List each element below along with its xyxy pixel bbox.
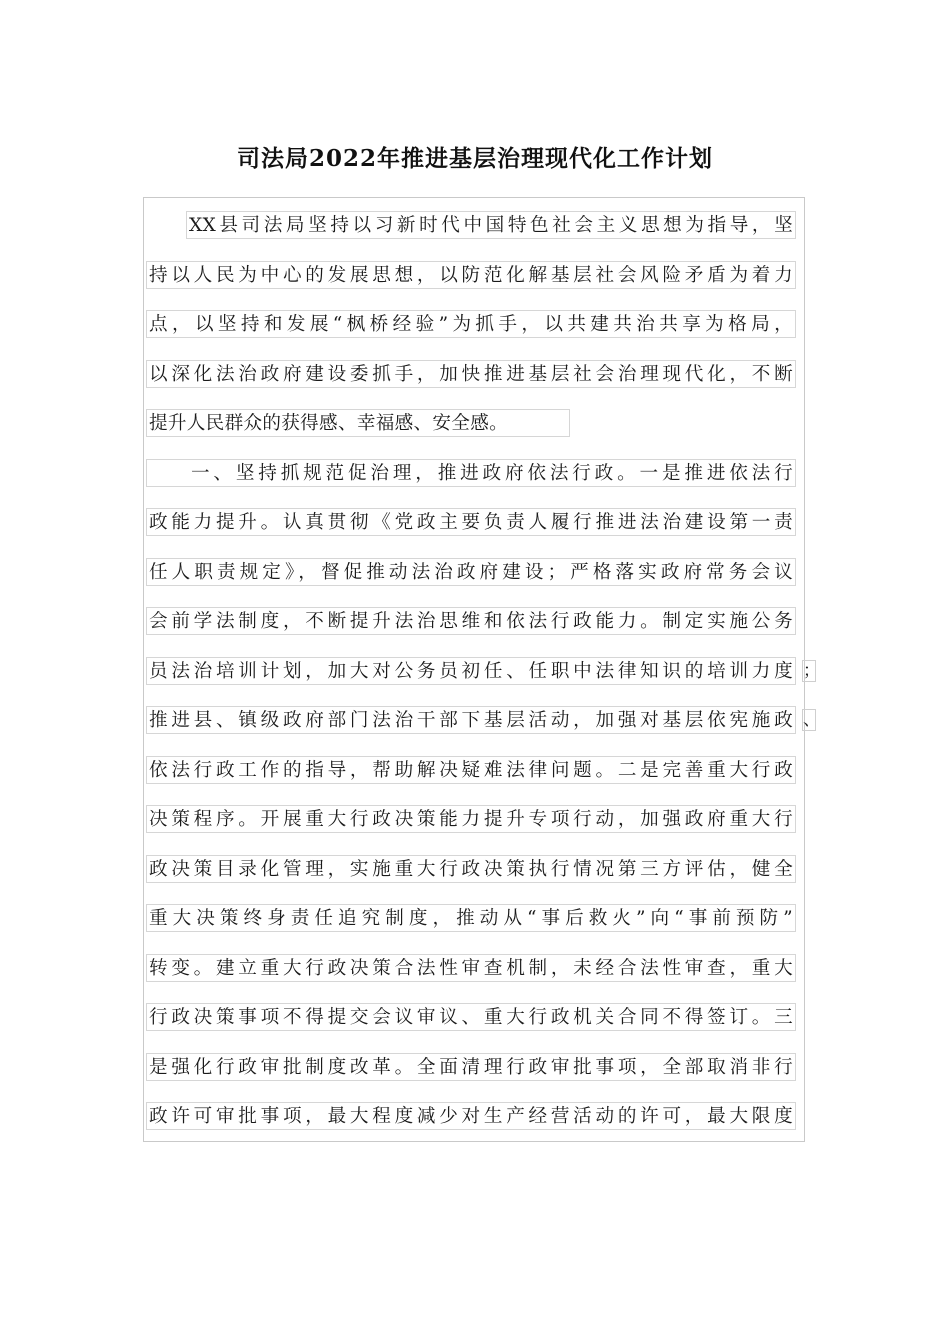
text-line: 政决策目录化管理，实施重大行政决策执行情况第三方评估，健全 [146, 855, 796, 883]
page-title: 司法局2022年推进基层治理现代化工作计划 [236, 145, 713, 172]
overflow-punctuation: 、 [803, 710, 820, 730]
text-line: 行政决策事项不得提交会议审议、重大行政机关合同不得签订。三 [146, 1003, 796, 1031]
text-line: 任人职责规定》，督促推动法治政府建设；严格落实政府常务会议 [146, 558, 796, 586]
text-line: 会前学法制度，不断提升法治思维和依法行政能力。制定实施公务 [146, 607, 796, 635]
text-line: 转变。建立重大行政决策合法性审查机制，未经合法性审查，重大 [146, 954, 796, 982]
text-line: 重大决策终身责任追究制度，推动从“事后救火”向“事前预防” [146, 904, 796, 932]
text-line: 政许可审批事项，最大程度减少对生产经营活动的许可，最大限度 [146, 1102, 796, 1130]
text-line: 是强化行政审批制度改革。全面清理行政审批事项，全部取消非行 [146, 1053, 796, 1081]
text-line: 提升人民群众的获得感、幸福感、安全感。 [146, 409, 570, 437]
text-line: 决策程序。开展重大行政决策能力提升专项行动，加强政府重大行 [146, 805, 796, 833]
text-line: 一、坚持抓规范促治理，推进政府依法行政。一是推进依法行 [146, 459, 796, 487]
overflow-punctuation: ； [803, 661, 820, 681]
text-line: 员法治培训计划，加大对公务员初任、任职中法律知识的培训力度 [146, 657, 796, 685]
text-line: 点，以坚持和发展“枫桥经验”为抓手，以共建共治共享为格局， [146, 310, 796, 338]
text-line: XX县司法局坚持以习新时代中国特色社会主义思想为指导，坚 [186, 211, 796, 239]
text-line: 依法行政工作的指导，帮助解决疑难法律问题。二是完善重大行政 [146, 756, 796, 784]
text-line: 政能力提升。认真贯彻《党政主要负责人履行推进法治建设第一责 [146, 508, 796, 536]
text-line: 推进县、镇级政府部门法治干部下基层活动，加强对基层依宪施政 [146, 706, 796, 734]
text-line: 持以人民为中心的发展思想，以防范化解基层社会风险矛盾为着力 [146, 261, 796, 289]
text-line: 以深化法治政府建设委抓手，加快推进基层社会治理现代化，不断 [146, 360, 796, 388]
